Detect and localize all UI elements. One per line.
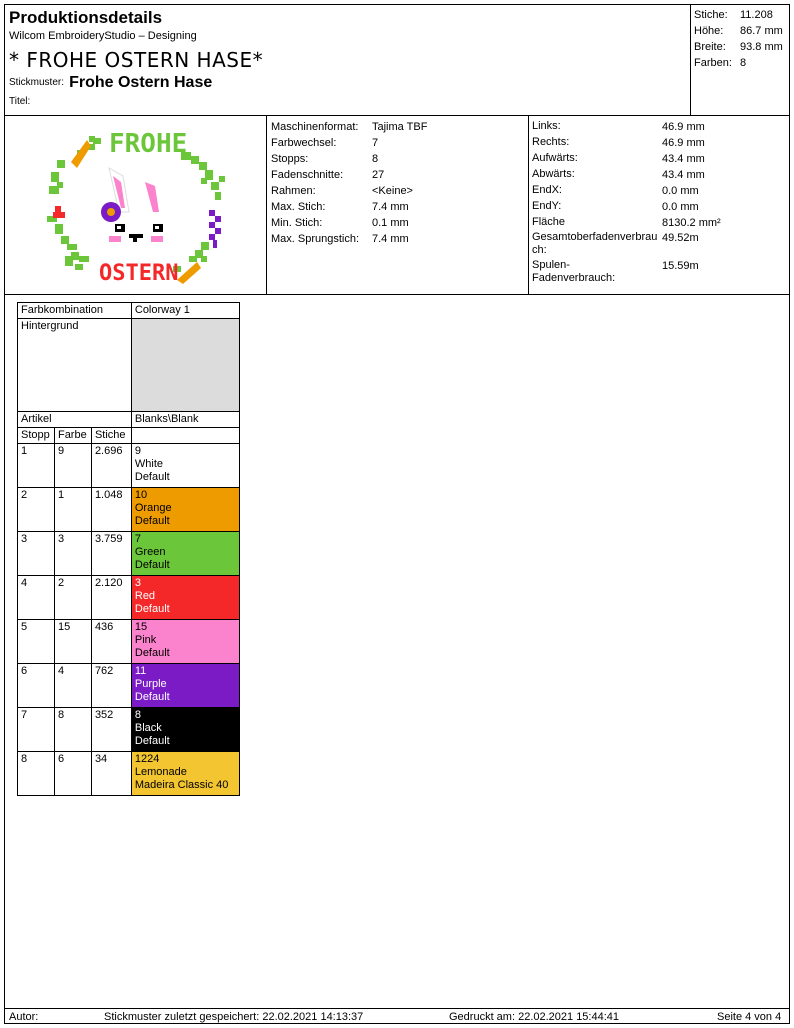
cell-stiche: 762 bbox=[91, 664, 131, 708]
thread-code: 10 bbox=[134, 489, 148, 501]
table-row bbox=[18, 620, 240, 664]
metric-row: Abwärts: 43.4 mm bbox=[532, 168, 705, 181]
cell-farbe: 8 bbox=[54, 708, 91, 752]
thread-brand: Default bbox=[134, 603, 170, 615]
footer-saved: Stickmuster zuletzt gespeichert: 22.02.2021 14:13:37 bbox=[104, 1011, 364, 1023]
thread-code: 11 bbox=[134, 665, 147, 677]
table-row bbox=[18, 708, 240, 752]
cell-stopp: 3 bbox=[18, 532, 55, 576]
column-header-empty bbox=[131, 428, 239, 444]
cell-farbe: 3 bbox=[54, 532, 91, 576]
thread-code: 7 bbox=[134, 533, 141, 545]
table-row bbox=[18, 532, 240, 576]
frohe-text-icon bbox=[109, 129, 187, 159]
bunny-icon bbox=[101, 168, 163, 242]
thread-name: White bbox=[134, 458, 163, 470]
artikel-label: Artikel bbox=[18, 412, 132, 428]
stat-width: Breite: 93.8 mm bbox=[694, 41, 783, 53]
page-title: Produktionsdetails bbox=[9, 8, 163, 27]
thread-name: Lemonade bbox=[134, 766, 187, 778]
info-band bbox=[5, 116, 789, 294]
header-info bbox=[9, 7, 689, 107]
metric-row: EndY: 0.0 mm bbox=[532, 200, 699, 213]
thread-brand: Default bbox=[134, 735, 170, 747]
machine-row: Stopps: 8 bbox=[271, 153, 379, 165]
design-preview-image bbox=[5, 116, 267, 294]
svg-text:FROHE: FROHE bbox=[109, 129, 188, 159]
cell-stopp: 5 bbox=[18, 620, 55, 664]
cell-farbe: 6 bbox=[54, 752, 91, 796]
header-stats bbox=[690, 5, 790, 115]
combo-label: Farbkombination bbox=[18, 303, 132, 319]
color-swatch-cell bbox=[131, 444, 239, 488]
thread-name: Red bbox=[134, 590, 156, 602]
stickmuster-label: Stickmuster: bbox=[9, 77, 65, 88]
cell-stiche: 34 bbox=[91, 752, 131, 796]
table-row bbox=[18, 752, 240, 796]
thread-brand: Madeira Classic 40 bbox=[134, 779, 229, 791]
thread-code: 1224 bbox=[134, 753, 160, 765]
table-row bbox=[18, 664, 240, 708]
table-row bbox=[18, 576, 240, 620]
metric-row: Spulen-Fadenverbrauch: 15.59m bbox=[532, 259, 699, 284]
cell-stiche: 436 bbox=[91, 620, 131, 664]
stickmuster-value: Frohe Ostern Hase bbox=[69, 74, 213, 91]
color-swatch-cell bbox=[131, 620, 239, 664]
cell-stiche: 352 bbox=[91, 708, 131, 752]
cell-farbe: 9 bbox=[54, 444, 91, 488]
thread-code: 3 bbox=[134, 577, 141, 589]
color-swatch-cell bbox=[131, 664, 239, 708]
ostern-text-icon: OSTERN bbox=[99, 261, 179, 286]
red-flower-icon bbox=[53, 206, 65, 218]
footer-page-number: Seite 4 von 4 bbox=[717, 1011, 782, 1023]
cell-stopp: 6 bbox=[18, 664, 55, 708]
cell-stopp: 1 bbox=[18, 444, 55, 488]
thread-name: Black bbox=[134, 722, 162, 734]
table-row bbox=[18, 444, 240, 488]
titel-label: Titel: bbox=[9, 96, 31, 107]
column-header: Farbe bbox=[54, 428, 91, 444]
table-header-row bbox=[18, 428, 240, 444]
design-metrics bbox=[530, 116, 790, 294]
thread-name: Green bbox=[134, 546, 166, 558]
cell-stopp: 4 bbox=[18, 576, 55, 620]
design-preview bbox=[5, 116, 267, 294]
color-swatch-cell bbox=[131, 488, 239, 532]
lavender-icon bbox=[209, 210, 221, 248]
cell-stiche: 1.048 bbox=[91, 488, 131, 532]
machine-row: Farbwechsel: 7 bbox=[271, 137, 379, 149]
machine-row: Rahmen: <Keine> bbox=[271, 185, 413, 197]
color-swatch-cell bbox=[131, 532, 239, 576]
thread-brand: Default bbox=[134, 559, 170, 571]
stat-colors: Farben: 8 bbox=[694, 57, 747, 69]
metric-row: Gesamtoberfadenverbrauch: 49.52m bbox=[532, 231, 699, 256]
cell-stopp: 2 bbox=[18, 488, 55, 532]
thread-name: Purple bbox=[134, 678, 167, 690]
footer-author: Autor: bbox=[9, 1011, 39, 1023]
thread-name: Orange bbox=[134, 502, 172, 514]
cell-farbe: 4 bbox=[54, 664, 91, 708]
color-swatch-cell bbox=[131, 708, 239, 752]
cell-stiche: 3.759 bbox=[91, 532, 131, 576]
table-row bbox=[18, 488, 240, 532]
metric-row: Fläche 8130.2 mm² bbox=[532, 216, 721, 229]
cell-stopp: 8 bbox=[18, 752, 55, 796]
production-sheet bbox=[4, 4, 790, 1024]
footer bbox=[5, 1008, 789, 1025]
machine-row: Fadenschnitte: 27 bbox=[271, 169, 385, 181]
stat-height: Höhe: 86.7 mm bbox=[694, 25, 783, 37]
artikel-value: Blanks\Blank bbox=[131, 412, 239, 428]
metric-row: Aufwärts: 43.4 mm bbox=[532, 152, 705, 165]
column-header: Stiche bbox=[91, 428, 131, 444]
cell-stiche: 2.696 bbox=[91, 444, 131, 488]
machine-row: Max. Sprungstich: 7.4 mm bbox=[271, 233, 409, 245]
stickmuster-row bbox=[9, 73, 689, 94]
color-swatch-cell bbox=[131, 576, 239, 620]
cell-farbe: 2 bbox=[54, 576, 91, 620]
design-name: * FROHE OSTERN HASE* bbox=[9, 48, 264, 72]
background-swatch bbox=[131, 319, 239, 412]
footer-printed: Gedruckt am: 22.02.2021 15:44:41 bbox=[449, 1011, 620, 1023]
background-label: Hintergrund bbox=[18, 319, 132, 412]
metric-row: Rechts: 46.9 mm bbox=[532, 136, 705, 149]
thread-brand: Default bbox=[134, 691, 170, 703]
column-header: Stopp bbox=[18, 428, 55, 444]
machine-row: Min. Stich: 0.1 mm bbox=[271, 217, 409, 229]
metric-row: Links: 46.9 mm bbox=[532, 120, 705, 133]
thread-code: 9 bbox=[134, 445, 141, 457]
table-row bbox=[18, 319, 240, 412]
machine-info bbox=[268, 116, 529, 294]
thread-brand: Default bbox=[134, 515, 170, 527]
cell-farbe: 15 bbox=[54, 620, 91, 664]
thread-code: 15 bbox=[134, 621, 148, 633]
table-row bbox=[18, 303, 240, 319]
metric-row: EndX: 0.0 mm bbox=[532, 184, 699, 197]
table-row bbox=[18, 412, 240, 428]
divider bbox=[5, 294, 789, 295]
thread-brand: Default bbox=[134, 471, 170, 483]
software-name: Wilcom EmbroideryStudio – Designing bbox=[9, 30, 197, 42]
thread-name: Pink bbox=[134, 634, 157, 646]
cell-stopp: 7 bbox=[18, 708, 55, 752]
color-table bbox=[17, 302, 240, 796]
cell-farbe: 1 bbox=[54, 488, 91, 532]
thread-brand: Default bbox=[134, 647, 170, 659]
machine-row: Maschinenformat: Tajima TBF bbox=[271, 121, 428, 133]
combo-value: Colorway 1 bbox=[131, 303, 239, 319]
thread-code: 8 bbox=[134, 709, 141, 721]
stat-stitches: Stiche: 11.208 bbox=[694, 9, 773, 21]
cell-stiche: 2.120 bbox=[91, 576, 131, 620]
machine-row: Max. Stich: 7.4 mm bbox=[271, 201, 409, 213]
color-swatch-cell bbox=[131, 752, 239, 796]
